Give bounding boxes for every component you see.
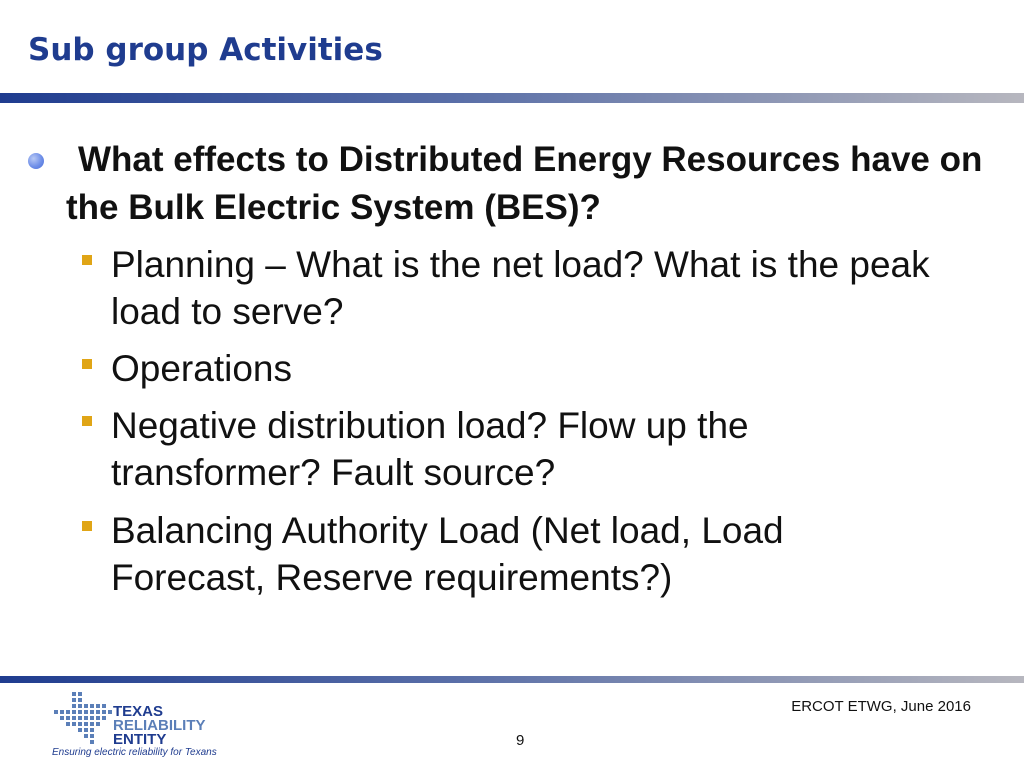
sub-bullet-marker — [82, 521, 92, 531]
title-divider — [0, 93, 1024, 103]
slide-title: Sub group Activities — [28, 32, 383, 68]
footer-event-label: ERCOT ETWG, June 2016 — [791, 698, 971, 715]
sub-bullet-text: Balancing Authority Load (Net load, Load Forecast, Reserve requirements?) — [111, 510, 784, 598]
sub-bullet-text: Planning – What is the net load? What is the peak load to serve? — [111, 244, 930, 332]
logo-word-entity: ENTITY — [113, 731, 167, 748]
texas-reliability-entity-logo — [50, 690, 220, 762]
sub-bullet-marker — [82, 255, 92, 265]
sub-bullet-text: Negative distribution load? Flow up the transformer? Fault source? — [111, 405, 749, 493]
page-number: 9 — [516, 732, 525, 749]
logo-tagline: Ensuring electric reliability for Texans — [52, 747, 217, 758]
main-bullet-text: What effects to Distributed Energy Resources have on the Bulk Electric System (BES)? — [66, 140, 983, 227]
sub-bullet-text: Operations — [111, 348, 292, 389]
sub-bullet-marker — [82, 359, 92, 369]
logo-word-texas: TEXAS — [113, 703, 164, 720]
footer-divider — [0, 676, 1024, 683]
sub-bullet-marker — [82, 416, 92, 426]
logo-word-reliability: RELIABILITY — [113, 717, 206, 734]
main-bullet-dot — [28, 153, 44, 169]
texas-map-icon — [50, 690, 114, 748]
